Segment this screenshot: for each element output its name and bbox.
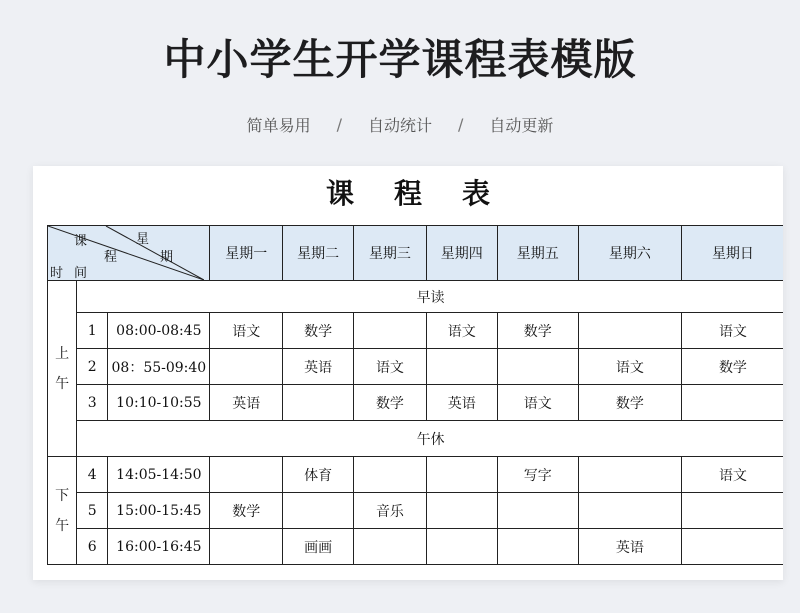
class-cell[interactable] (681, 529, 783, 565)
time-slot: 14:05-14:50 (108, 457, 210, 493)
class-cell[interactable] (578, 457, 681, 493)
day-header: 星期一 (210, 226, 283, 281)
class-cell[interactable]: 数学 (497, 313, 578, 349)
corner-jian: 间 (74, 266, 88, 281)
time-slot: 08:00-08:45 (108, 313, 210, 349)
am-label-char: 午 (55, 375, 70, 392)
class-cell[interactable] (578, 313, 681, 349)
class-cell[interactable] (497, 349, 578, 385)
class-cell[interactable]: 语文 (210, 313, 283, 349)
corner-xing: 星 (136, 232, 150, 247)
pm-label (48, 457, 77, 565)
class-cell[interactable] (210, 529, 283, 565)
pm-label-char: 午 (55, 517, 70, 534)
class-cell[interactable]: 语文 (354, 349, 427, 385)
class-cell[interactable]: 数学 (354, 385, 427, 421)
class-cell[interactable]: 语文 (426, 313, 497, 349)
day-header: 星期二 (283, 226, 354, 281)
class-cell[interactable]: 语文 (578, 349, 681, 385)
sheet-title: 课程表 (325, 177, 530, 210)
class-cell[interactable] (426, 349, 497, 385)
period-number: 1 (77, 313, 108, 349)
class-cell[interactable]: 数学 (681, 349, 783, 385)
period-number: 3 (77, 385, 108, 421)
page-title: 中小学生开学课程表模版 (163, 35, 637, 84)
feature-list (0, 112, 800, 136)
class-cell[interactable]: 音乐 (354, 493, 427, 529)
class-cell[interactable]: 语文 (497, 385, 578, 421)
class-cell[interactable] (210, 457, 283, 493)
class-cell[interactable]: 语文 (681, 313, 783, 349)
period-number: 6 (77, 529, 108, 565)
day-header: 星期四 (426, 226, 497, 281)
class-cell[interactable] (426, 529, 497, 565)
timetable-sheet (33, 166, 783, 580)
class-cell[interactable] (681, 493, 783, 529)
corner-header (48, 226, 210, 281)
class-cell[interactable] (283, 385, 354, 421)
corner-shi: 时 (50, 266, 64, 281)
time-slot: 08：55-09:40 (108, 349, 210, 385)
day-header: 星期五 (497, 226, 578, 281)
class-cell[interactable] (578, 493, 681, 529)
day-header: 星期六 (578, 226, 681, 281)
class-cell[interactable] (283, 493, 354, 529)
period-number: 2 (77, 349, 108, 385)
class-cell[interactable]: 体育 (283, 457, 354, 493)
class-cell[interactable] (354, 529, 427, 565)
time-slot: 16:00-16:45 (108, 529, 210, 565)
class-cell[interactable]: 英语 (578, 529, 681, 565)
class-cell[interactable]: 语文 (681, 457, 783, 493)
noon-break-row: 午休 (77, 421, 783, 457)
period-number: 5 (77, 493, 108, 529)
class-cell[interactable] (426, 457, 497, 493)
class-cell[interactable]: 数学 (283, 313, 354, 349)
feature-easy: 简单易用 (246, 115, 311, 135)
class-cell[interactable] (210, 349, 283, 385)
class-cell[interactable]: 数学 (578, 385, 681, 421)
class-cell[interactable]: 英语 (210, 385, 283, 421)
corner-qi: 期 (160, 250, 174, 265)
day-header: 星期三 (354, 226, 427, 281)
timetable (47, 225, 783, 565)
separator: / (336, 114, 342, 134)
am-label-char: 上 (55, 345, 70, 362)
time-slot: 10:10-10:55 (108, 385, 210, 421)
morning-read-row: 早读 (77, 281, 783, 313)
day-header: 星期日 (681, 226, 783, 281)
pm-label-char: 下 (55, 487, 70, 504)
class-cell[interactable]: 数学 (210, 493, 283, 529)
class-cell[interactable] (681, 385, 783, 421)
class-cell[interactable]: 写字 (497, 457, 578, 493)
diagonal-lines (48, 226, 204, 280)
separator: / (458, 114, 464, 134)
class-cell[interactable]: 画画 (283, 529, 354, 565)
corner-cheng: 程 (104, 250, 118, 265)
period-number: 4 (77, 457, 108, 493)
class-cell[interactable] (426, 493, 497, 529)
class-cell[interactable] (497, 529, 578, 565)
feature-auto-update: 自动更新 (489, 115, 554, 135)
class-cell[interactable] (354, 313, 427, 349)
class-cell[interactable] (497, 493, 578, 529)
feature-auto-stats: 自动统计 (367, 115, 432, 135)
corner-ke: 课 (74, 234, 88, 249)
class-cell[interactable]: 英语 (426, 385, 497, 421)
class-cell[interactable]: 英语 (283, 349, 354, 385)
class-cell[interactable] (354, 457, 427, 493)
time-slot: 15:00-15:45 (108, 493, 210, 529)
am-label (48, 281, 77, 457)
